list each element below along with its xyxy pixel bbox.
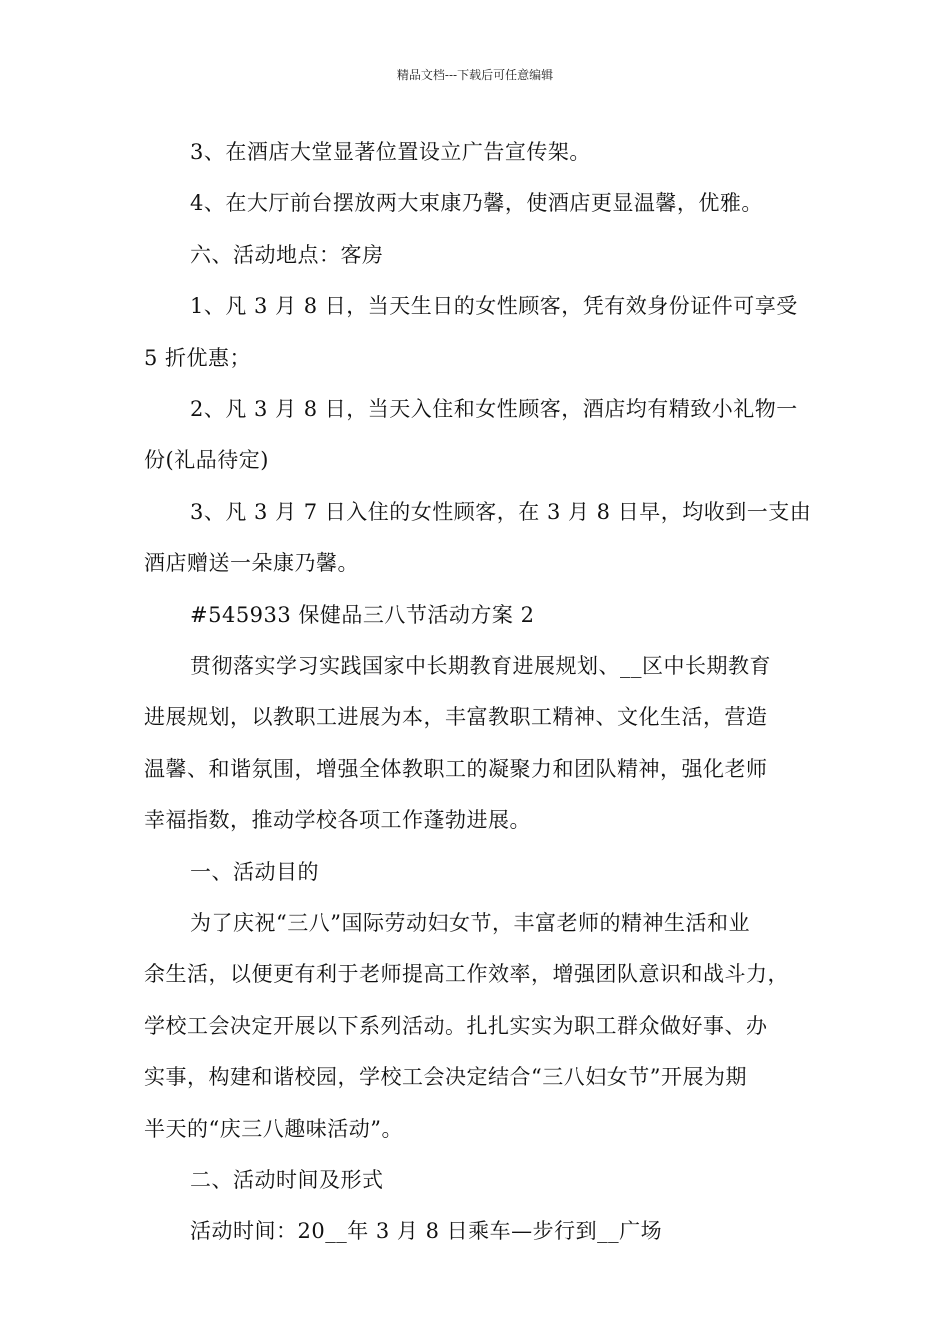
text-line: 实事，构建和谐校园，学校工会决定结合“三八妇女节”开展为期 xyxy=(144,1065,747,1090)
text-line: 贯彻落实学习实践国家中长期教育进展规划、__区中长期教育 xyxy=(190,654,771,678)
text-line: 余生活，以便更有利于老师提高工作效率，增强团队意识和战斗力， xyxy=(144,962,789,987)
text-line: 温馨、和谐氛围，增强全体教职工的凝聚力和团队精神，强化老师 xyxy=(144,756,768,781)
text-line: 一、活动目的 xyxy=(190,859,319,884)
text-line: 份(礼品待定) xyxy=(144,448,269,473)
text-line: 幸福指数，推动学校各项工作蓬勃进展。 xyxy=(144,808,531,833)
text-line: 二、活动时间及形式 xyxy=(190,1168,384,1192)
text-line: 5 折优惠； xyxy=(144,345,252,370)
text-line: 酒店赠送一朵康乃馨。 xyxy=(144,551,359,576)
text-line: 3、在酒店大堂显著位置设立广告宣传架。 xyxy=(190,140,591,164)
text-line: 进展规划，以教职工进展为本，丰富教职工精神、文化生活，营造 xyxy=(144,705,768,730)
text-line: 半天的“庆三八趣味活动”。 xyxy=(144,1116,403,1141)
text-line: #545933 保健品三八节活动方案 2 xyxy=(190,602,535,627)
page-header: 精品文档---下载后可任意编辑 xyxy=(396,68,554,82)
text-line: 1、凡 3 月 8 日，当天生日的女性顾客，凭有效身份证件可享受 xyxy=(190,294,798,319)
text-line: 活动时间：20__年 3 月 8 日乘车—步行到__广场 xyxy=(190,1219,663,1244)
text-line: 为了庆祝“三八”国际劳动妇女节，丰富老师的精神生活和业 xyxy=(190,911,750,935)
text-line: 3、凡 3 月 7 日入住的女性顾客，在 3 月 8 日早，均收到一支由 xyxy=(190,499,812,524)
text-line: 六、活动地点：客房 xyxy=(190,242,384,267)
text-line: 2、凡 3 月 8 日，当天入住和女性顾客，酒店均有精致小礼物一 xyxy=(190,397,798,421)
text-line: 学校工会决定开展以下系列活动。扎扎实实为职工群众做好事、办 xyxy=(144,1013,768,1038)
text-line: 4、在大厅前台摆放两大束康乃馨，使酒店更显温馨，优雅。 xyxy=(190,191,763,216)
